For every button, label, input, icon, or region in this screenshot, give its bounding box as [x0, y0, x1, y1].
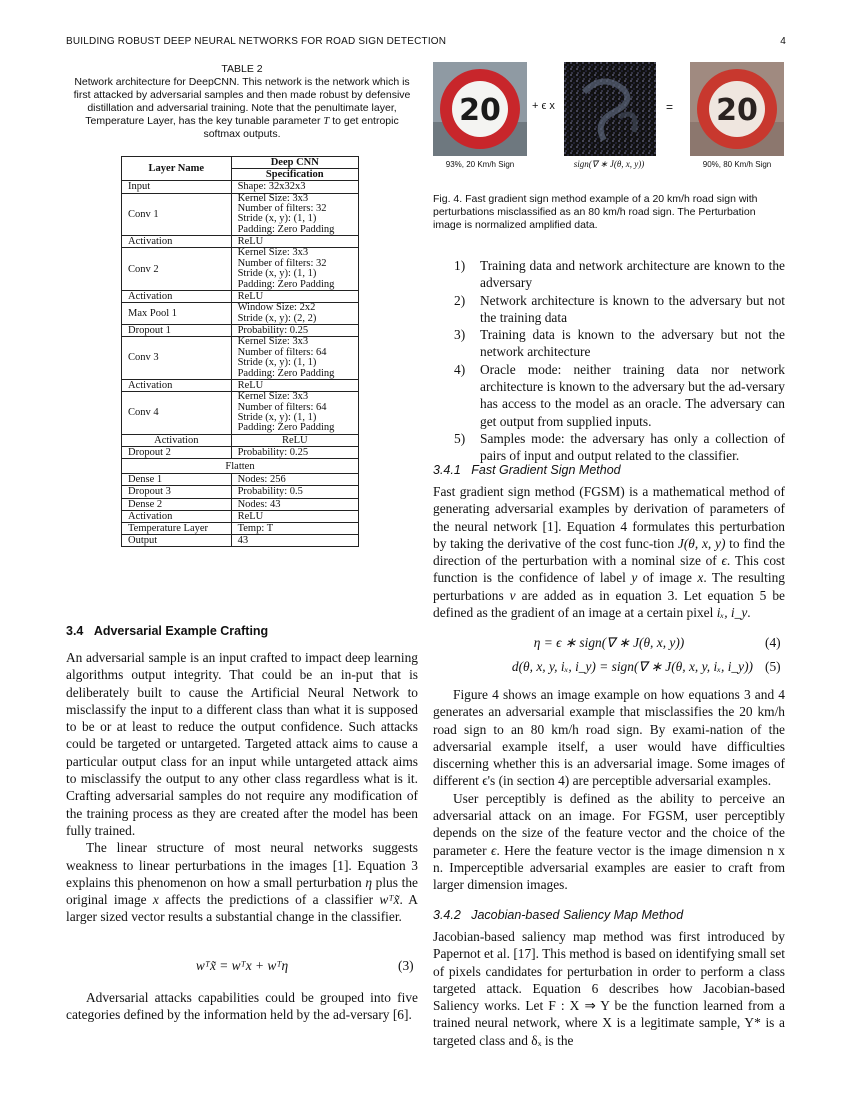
- text-run: are added as in equation 3. Let equation 5 be defined as the gradient of an image at a certain pixel: [433, 587, 785, 621]
- spec-line: Kernel Size: 3x3: [237, 247, 309, 259]
- text-run: .: [747, 605, 751, 621]
- table-row: [122, 535, 359, 547]
- speed-sign-adversarial-image: [690, 62, 784, 156]
- spec-line: Stride (x, y): (1, 1): [237, 213, 317, 225]
- section-number: 3.4: [66, 624, 84, 638]
- layer-name-cell: Activation: [122, 510, 232, 522]
- subsection-heading-3-4-1: [433, 463, 621, 477]
- spec-cell: [231, 392, 358, 435]
- flatten-cell: Flatten: [122, 459, 359, 474]
- subsection-title: Fast Gradient Sign Method: [471, 463, 621, 477]
- section-3-4-2-body: [433, 928, 785, 1049]
- equals-label: =: [666, 100, 674, 114]
- section-3-4-1-continued: [433, 686, 785, 894]
- spec-cell: [231, 181, 358, 193]
- spec-cell: Temp: T: [231, 522, 358, 534]
- text-run: Fast gradient sign method (FGSM) is a mathematical method of generating adversarial examples by derivation of parameters of the neural network [1]. Equation 4 formulates this perturbation by taking the derivative of the cost func-tion: [433, 484, 785, 551]
- spec-cell: 43: [231, 535, 358, 547]
- sign-digits: 20: [459, 93, 501, 128]
- spec-line: Probability: 0.25: [237, 325, 309, 337]
- table-row: [122, 434, 359, 446]
- list-item-number: 5): [454, 430, 466, 446]
- clean-sign-image: [433, 62, 527, 161]
- table-caption-param: T: [323, 116, 330, 127]
- layer-name-cell: Dropout 2: [122, 446, 232, 458]
- paragraph: [433, 483, 785, 621]
- table-row: [122, 248, 359, 291]
- running-title: BUILDING ROBUST DEEP NEURAL NETWORKS FOR ROAD SIGN DETECTION: [66, 36, 447, 47]
- math-y: y: [631, 570, 638, 586]
- layer-name-cell: Max Pool 1: [122, 303, 232, 325]
- text-run: of image: [642, 570, 692, 586]
- paragraph: An adversarial sample is an input crafted to impact deep learning algorithms output integrity. That could be an in-put that is deliberately built to cause the Artificial Neural Network to misclassify the input to a different class than what it is supposed to be or at least to reduce the output confidence. Such attacks could be targeted or untargeted. Targeted attack aims to cause a particular output class for an input while untargeted attack aims to misclassify the output to any other class regardless what is it. Crafting adversarial samples do not require any modification of the training process as they are created after the model has been fully trained.: [66, 650, 418, 838]
- table-row: [122, 474, 359, 486]
- layer-name-cell: Output: [122, 535, 232, 547]
- spec-line: Stride (x, y): (2, 2): [237, 312, 317, 324]
- math-cost-function: J(θ, x, y): [677, 535, 726, 551]
- running-header: [66, 36, 786, 47]
- table-row: [122, 446, 359, 458]
- subsection-number: 3.4.2: [433, 908, 461, 922]
- table-row: [122, 337, 359, 380]
- list-item: [433, 257, 785, 292]
- list-item: [433, 292, 785, 327]
- equation-4: η = ϵ ∗ sign(∇ ∗ J(θ, x, y)): [533, 635, 685, 650]
- spec-line: Shape: 32x32x3: [237, 181, 306, 193]
- spec-cell: [231, 325, 358, 337]
- spec-cell: [231, 236, 358, 248]
- layer-name-cell: Activation: [122, 236, 232, 248]
- math-epsilon: ϵ: [721, 553, 727, 569]
- table-row: [122, 325, 359, 337]
- perturbation-noise-image: [564, 62, 656, 156]
- spec-cell: [231, 303, 358, 325]
- spec-line: Padding: Zero Padding: [237, 223, 335, 235]
- text-run: User perceptibly is defined as the ability to perceive an adversarial attack on an image. For FGSM, user perceptibly depends on the size of the feature vector and the choice of the parameter: [433, 790, 785, 858]
- text-run: The linear structure of most neural networks suggests weakness to linear perturbations in the images [1]. Equation 3 explains this phenomenon on how a small perturbation: [66, 840, 418, 890]
- spec-cell: [231, 193, 358, 236]
- list-item-text: Training data is known to the adversary but not the network architecture: [480, 327, 785, 360]
- spec-cell: [231, 248, 358, 291]
- plus-epsilon-label: + ϵ x: [532, 100, 555, 112]
- spec-cell: ReLU: [231, 434, 358, 446]
- table-row: [122, 181, 359, 193]
- equation-4-number: (4): [765, 635, 781, 650]
- layer-name-cell: Dropout 1: [122, 325, 232, 337]
- paragraph: [433, 790, 785, 894]
- text-run: to find the direction of the perturbation with a nominal size of: [433, 535, 785, 569]
- table-label: TABLE 2: [221, 63, 263, 75]
- spec-cell: Nodes: 43: [231, 498, 358, 510]
- section-3-4-closing: [66, 989, 418, 1024]
- adversarial-image-caption: 90%, 80 Km/h Sign: [702, 160, 772, 169]
- header-spec-line1: Deep CNN: [270, 157, 319, 168]
- list-item: [433, 326, 785, 361]
- table-caption: [66, 63, 418, 141]
- table-row: [122, 303, 359, 325]
- spec-line: Stride (x, y): (1, 1): [237, 357, 317, 369]
- spec-cell: Nodes: 256: [231, 474, 358, 486]
- spec-cell: Probability: 0.25: [231, 446, 358, 458]
- header-spec-line2: Specification: [232, 168, 358, 180]
- spec-cell: Probability: 0.5: [231, 486, 358, 498]
- list-item-number: 2): [454, 292, 466, 308]
- clean-image-caption: 93%, 20 Km/h Sign: [445, 160, 515, 169]
- equation-5-number: (5): [765, 659, 781, 674]
- list-item-number: 3): [454, 327, 466, 343]
- figure-4-caption: Fig. 4. Fast gradient sign method example of a 20 km/h road sign with perturbations misclassified as an 80 km/h road sign. The Perturbation image is normalized amplified data.: [433, 193, 758, 231]
- math-eta: η: [365, 874, 372, 890]
- adversarial-sign-image: [690, 62, 784, 161]
- layer-name-cell: Dropout 3: [122, 486, 232, 498]
- perturbation-image: [564, 62, 656, 161]
- list-item: [433, 361, 785, 430]
- math-x: x: [697, 570, 704, 586]
- spec-line: ReLU: [237, 291, 264, 303]
- spec-cell: [231, 379, 358, 391]
- list-item-text: Network architecture is known to the adversary but not the training data: [480, 292, 785, 325]
- text-run: affects the predictions of a classifier: [165, 892, 374, 908]
- text-run: . This cost function is the confidence of label: [433, 553, 785, 586]
- sign-digits: 20: [716, 93, 758, 128]
- adversary-capability-list: [433, 257, 785, 465]
- list-item-number: 1): [454, 258, 466, 273]
- math-x: x: [152, 892, 159, 908]
- equation-3-number: (3): [398, 958, 414, 973]
- math-wx: wᵀx̃: [379, 892, 400, 908]
- spec-cell: [231, 291, 358, 303]
- section-heading-3-4: [66, 624, 268, 638]
- layer-name-cell: Conv 2: [122, 248, 232, 291]
- math-epsilon: ϵ: [491, 842, 497, 858]
- table-row: [122, 291, 359, 303]
- section-3-4-1-body: [433, 483, 785, 621]
- paragraph: Figure 4 shows an image example on how equations 3 and 4 generates an adversarial example that misclassifies the 20 km/h road sign to an 80 km/h road sign. By exami-nation of the adversarial example itself, a user would have difficulties discerning whether this is an adversarial image. Some images of different ϵ's (in section 4) are perceptible adversarial examples.: [433, 687, 785, 789]
- math-nu: ν: [509, 587, 516, 603]
- layer-name-cell: Activation: [122, 434, 232, 446]
- paragraph: [66, 839, 418, 925]
- subsection-number: 3.4.1: [433, 463, 461, 477]
- list-item-text: Training data and network architecture are known to the adversary: [480, 258, 785, 291]
- table-caption-text: Network architecture for DeepCNN. This network is the network which is first attacked by adversarial samples and then made robust by defensive distillation and adversarial training. Note that the penultimate layer, Temperature Layer, has the key tunable parameter: [73, 76, 411, 127]
- table-row: [122, 236, 359, 248]
- equation-5: d(θ, x, y, iₓ, i_y) = sign(∇ ∗ J(θ, x, y, iₓ, i_y)): [511, 659, 753, 674]
- subsection-title: Jacobian-based Saliency Map Method: [471, 908, 684, 922]
- speed-sign-20-image: [433, 62, 527, 156]
- text-run: . A larger sized vector results a substantial change in the classifier.: [66, 892, 418, 925]
- table-row: [122, 522, 359, 534]
- spec-line: Kernel Size: 3x3: [237, 336, 309, 348]
- layer-name-cell: Dense 2: [122, 498, 232, 510]
- spec-line: Number of filters: 64: [237, 401, 327, 413]
- table-header-row: [122, 157, 359, 181]
- spec-cell: ReLU: [231, 510, 358, 522]
- table-caption-end: to get entropic softmax outputs.: [203, 115, 399, 140]
- layer-name-cell: Conv 1: [122, 193, 232, 236]
- architecture-table: [121, 156, 359, 547]
- spec-line: Padding: Zero Padding: [237, 278, 335, 290]
- equation-3: wᵀx̃ = wᵀx + wᵀη: [195, 958, 289, 973]
- section-3-4-body: [66, 649, 418, 926]
- paragraph: Adversarial attacks capabilities could be grouped into five categories defined by the information held by the ad-versary [6].: [66, 990, 418, 1023]
- spec-line: Padding: Zero Padding: [237, 367, 335, 379]
- table-row: [122, 498, 359, 510]
- spec-line: ReLU: [237, 379, 264, 391]
- text-run: plus the original image: [66, 874, 418, 908]
- spec-line: Number of filters: 64: [237, 346, 327, 358]
- spec-line: Stride (x, y): (1, 1): [237, 411, 317, 423]
- list-item-text: Oracle mode: neither training data nor network architecture is known to the adversary but the ad-versary has access to the model as an oracle. The adversary can get output from supplied inputs.: [480, 361, 785, 429]
- layer-name-cell: Input: [122, 181, 232, 193]
- layer-name-cell: Activation: [122, 379, 232, 391]
- text-run: . Here the feature vector is the image dimension n x n. Imperceptible adversarial examples are easier to craft from larger dimension images.: [433, 842, 785, 893]
- table-row-flatten: [122, 459, 359, 474]
- table-row: [122, 392, 359, 435]
- spec-line: Window Size: 2x2: [237, 302, 316, 314]
- layer-name-cell: Temperature Layer: [122, 522, 232, 534]
- list-item-number: 4): [454, 361, 466, 377]
- spec-line: Number of filters: 32: [237, 203, 327, 215]
- list-item: [433, 430, 785, 465]
- layer-name-cell: Conv 3: [122, 337, 232, 380]
- table-row: [122, 379, 359, 391]
- list-item-text: Samples mode: the adversary has only a collection of pairs of input and output related to the classifier.: [480, 430, 785, 464]
- paragraph: Jacobian-based saliency map method was first introduced by Papernot et al. [17]. This method is based on identifying small set of pixels candidates for perturbation in order to perform a class targeted attack. Equation 6 describes how Jacobian-based Saliency works. Let F : X ⇒ Y be the function learned from a trained neural network, where X is a legitimate sample, Y* is a targeted class and δₓ is the: [433, 929, 785, 1048]
- table-row: [122, 486, 359, 498]
- layer-name-cell: Dense 1: [122, 474, 232, 486]
- header-spec: [231, 157, 358, 181]
- perturbation-caption: sign(∇ ∗ J(θ, x, y)): [573, 159, 645, 169]
- section-title: Adversarial Example Crafting: [93, 624, 269, 638]
- math-pixel: iₓ, i_y: [716, 605, 748, 621]
- spec-line: ReLU: [237, 236, 264, 248]
- table-row: [122, 193, 359, 236]
- header-layer-name: Layer Name: [122, 157, 232, 181]
- subsection-heading-3-4-2: [433, 908, 683, 922]
- spec-cell: [231, 337, 358, 380]
- table-row: [122, 510, 359, 522]
- spec-line: Padding: Zero Padding: [237, 422, 335, 434]
- spec-line: Kernel Size: 3x3: [237, 192, 309, 204]
- text-run: . The resulting perturbations: [433, 570, 785, 603]
- spec-line: Stride (x, y): (1, 1): [237, 268, 317, 280]
- layer-name-cell: Conv 4: [122, 392, 232, 435]
- spec-line: Number of filters: 32: [237, 257, 327, 269]
- spec-line: Kernel Size: 3x3: [237, 391, 309, 403]
- page-number: 4: [780, 36, 786, 47]
- layer-name-cell: Activation: [122, 291, 232, 303]
